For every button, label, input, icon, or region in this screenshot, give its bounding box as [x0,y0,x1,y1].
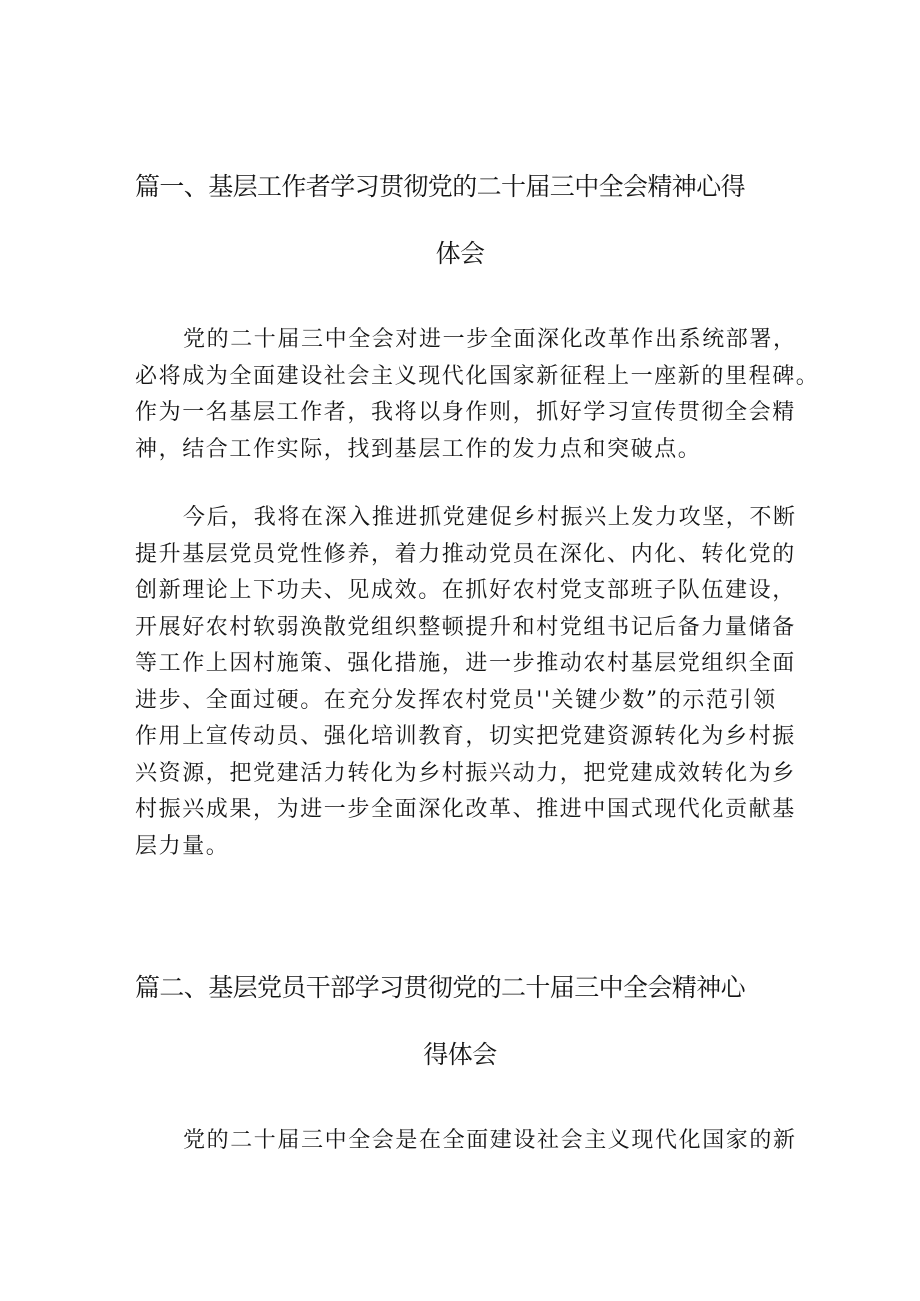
section-2-paragraph-1 [135,1123,797,1160]
section-title-1 [135,174,785,266]
paragraph-line: 党的二十届三中全会是在全面建设社会主义现代化国家的新 [183,1128,797,1153]
paragraph-line: 作为一名基层工作者，我将以身作则，抓好学习宣传贯彻全会精 [135,400,796,425]
paragraph-line: 神，结合工作实际，找到基层工作的发力点和突破点。 [135,436,702,462]
paragraph-line: 开展好农村软弱涣散党组织整顿提升和村党组书记后备力量储备 [135,614,796,640]
paragraph-line: 党的二十届三中全会对进一步全面深化改革作出系统部署， [183,327,797,352]
section-title-2 [135,975,785,1067]
section-1-paragraph-2 [135,500,797,865]
paragraph-line: 村振兴成果，为进一步全面深化改革、推进中国式现代化贡献基 [135,797,796,822]
paragraph-line: 创新理论上下功夫、见成效。在抓好农村党支部班子队伍建设， [135,578,796,603]
paragraph-line: 进步、全面过硬。在充分发挥农村党员''关键少数”的示范引领 [135,687,777,713]
paragraph-line: 提升基层党员党性修养，着力推动党员在深化、内化、转化党的 [135,541,796,567]
paragraph-line: 等工作上因村施策、强化措施，进一步推动农村基层党组织全面 [135,651,796,676]
section-title-2-line-2: 得体会 [423,1040,497,1069]
section-1-paragraph-1 [135,322,820,468]
paragraph-line: 层力量。 [135,833,230,859]
section-title-1-line-1: 篇一、基层工作者学习贯彻党的二十届三中全会精神心得 [135,172,746,201]
section-title-2-line-1: 篇二、基层党员干部学习贯彻党的二十届三中全会精神心 [135,973,746,1002]
paragraph-line: 必将成为全面建设社会主义现代化国家新征程上一座新的里程碑。 [135,363,820,389]
paragraph-line: 兴资源，把党建活力转化为乡村振兴动力，把党建成效转化为乡 [135,760,796,786]
paragraph-line: 作用上宣传动员、强化培训教育，切实把党建资源转化为乡村振 [135,724,796,749]
paragraph-line: 今后，我将在深入推进抓党建促乡村振兴上发力攻坚，不断 [183,505,797,530]
section-title-1-line-2: 体会 [435,239,485,268]
